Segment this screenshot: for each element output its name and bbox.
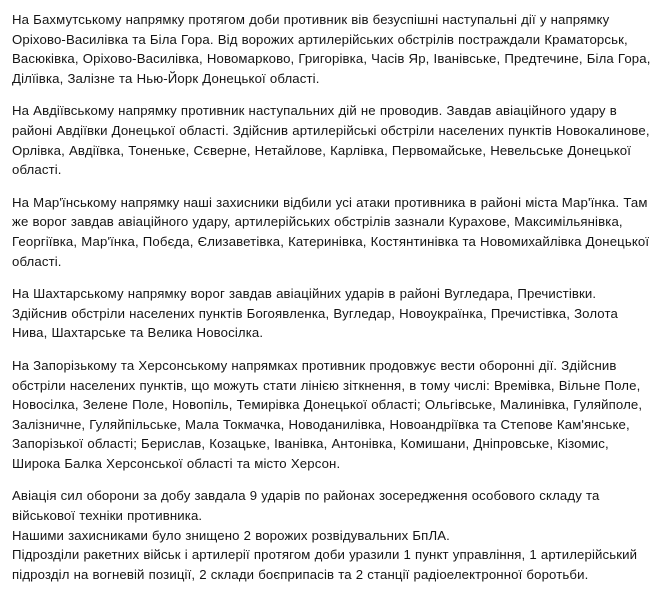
report-paragraph-air-defence-results: Нашими захисниками було знищено 2 ворожих розвідувальних БпЛА. (12, 527, 450, 543)
report-paragraph-missile-artillery-results: Підрозділи ракетних військ і артилерії протягом доби уразили 1 пункт управління, 1 артилерійський підрозділ на вогневій позиції, 2 склади боєприпасів та 2 станції радіоелектронної боротьби. (12, 547, 638, 582)
report-paragraph-avdiivka-direction: На Авдіївському напрямку противник наступальних дій не проводив. Завдав авіаційного удару в районі Авдіївки Донецької області. Здійснив артилерійські обстріли населених пунктів Новокалинове, Орлівка, Авдіївка, Тоненьке, Сєверне, Нетайлове, Карлівка, Первомайське, Невельське Донецької області. (12, 103, 650, 178)
report-paragraph-aviation-strikes: Авіація сил оборони за добу завдала 9 ударів по районах зосередження особового складу та військової техніки противника. (12, 488, 600, 524)
report-paragraph-zaporizhzhia-kherson-direction: На Запорізькому та Херсонському напрямках противник продовжує вести оборонні дії. Здійснив обстріли населених пунктів, що можуть стати лінією зіткнення, в тому числі: Времівка, Вільне Поле, Новосілка, Зелене Поле, Новопіль, Темирівка Донецької області; Ольгівське, Малинівка, Гуляйполе, Залізничне, Гуляйпільське, Мала Токмачка, Новоданилівка, Новоандріївка та Степове Кам'янське, Запорізької області; Берислав, Козацьке, Іванівка, Антонівка, Комишани, Дніпровське, Кізомис, Широка Балка Херсонської області та місто Херсон. (12, 357, 643, 471)
report-paragraph-shakhtarsk-direction: На Шахтарському напрямку ворог завдав авіаційних ударів в районі Вугледара, Пречистівки. Здійснив обстріли населених пунктів Богоявленка, Вугледар, Новоукраїнка, Пречистівка, Золота Нива, Шахтарське та Велика Новосілка. (12, 286, 618, 341)
report-paragraph-bakhmut-direction: На Бахмутському напрямку протягом доби противник вів безуспішні наступальні дії у напрямку Оріхово-Василівка та Біла Гора. Від ворожих артилерійських обстрілів постраждали Краматорськ, Васюківка, Оріхово-Василівка, Новомарково, Григорівка, Часів Яр, Іванівське, Предтечине, Біла Гора, Ділїівка, Залізне та Нью-Йорк Донецької області. (12, 12, 651, 86)
report-paragraph-marinka-direction: На Мар'їнському напрямку наші захисники відбили усі атаки противника в районі міста Мар'їнка. Там же ворог завдав авіаційного удару, артилерійських обстрілів зазнали Курахове, Максимільянівка, Георгіївка, Мар'їнка, Побєда, Єлизаветівка, Катеринівка, Костянтинівка та Новомихайлівка Донецької області. (12, 194, 650, 269)
